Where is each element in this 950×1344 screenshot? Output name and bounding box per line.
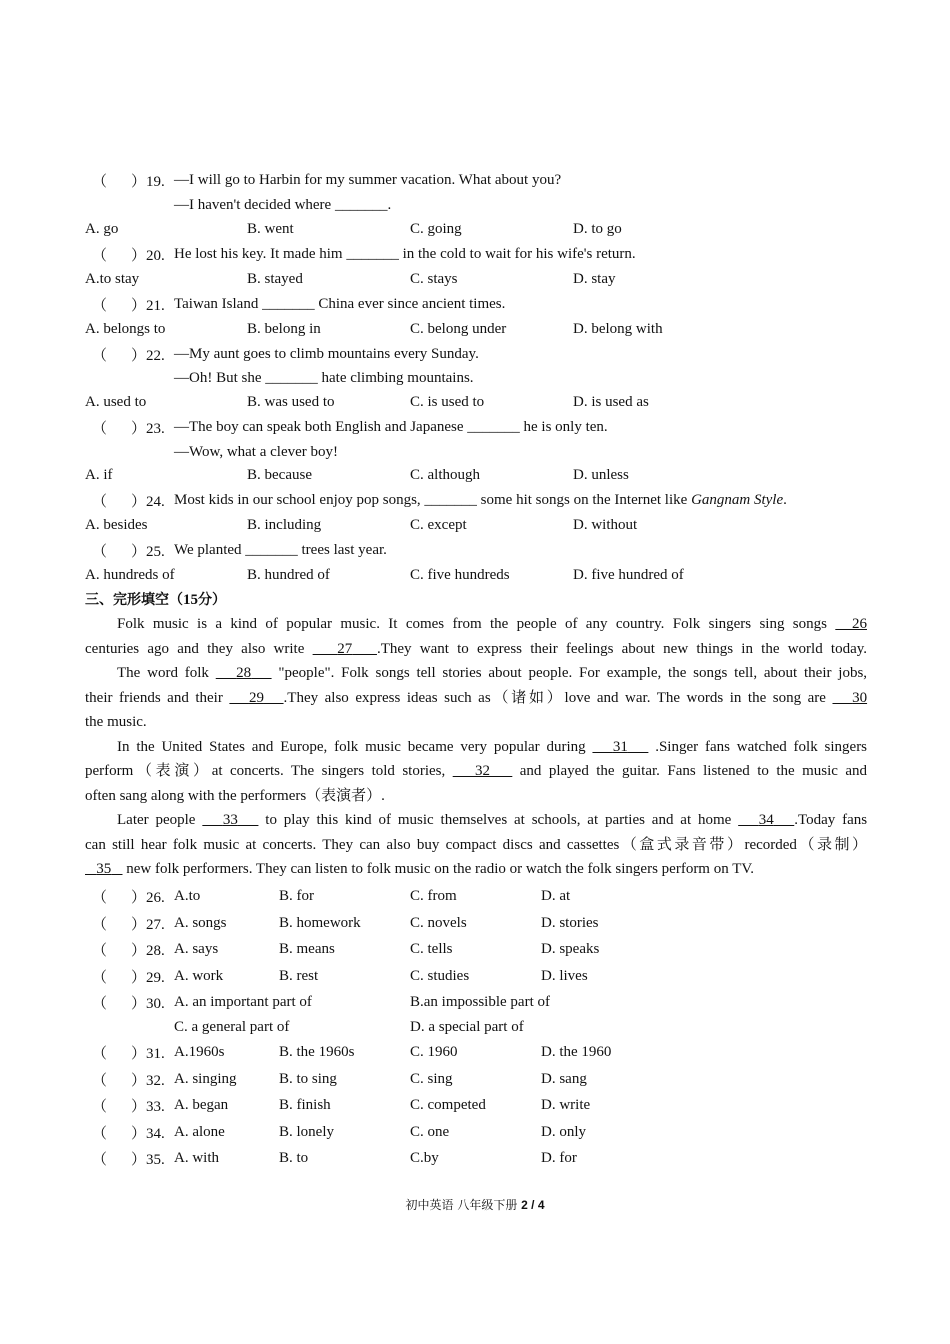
cloze-26-option-b: B. for <box>279 888 314 904</box>
q19-option-a: A. go <box>85 221 119 237</box>
q21-option-a: A. belongs to <box>85 321 166 337</box>
cloze-33-option-b: B. finish <box>279 1097 331 1113</box>
blank-30: 30 <box>852 689 868 706</box>
cloze-34-number: ）34. <box>131 1126 165 1142</box>
question-24-text: Most kids in our school enjoy pop songs, _______ some hit songs on the Internet like Gangnam Style. <box>174 492 787 508</box>
cloze-32-number: ）32. <box>131 1073 165 1089</box>
question-21-text: Taiwan Island _______ China ever since ancient times. <box>174 296 506 312</box>
blank-31: 31 <box>612 738 628 755</box>
cloze-26-number: ）26. <box>131 890 165 906</box>
answer-paren: （ <box>92 421 108 437</box>
cloze-27-option-a: A. songs <box>174 915 227 931</box>
q24-option-a: A. besides <box>85 517 148 533</box>
cloze-31-number: ）31. <box>131 1046 165 1062</box>
answer-paren: （ <box>92 1152 108 1168</box>
question-19-number: ）19. <box>131 174 165 190</box>
cloze-28-option-d: D. speaks <box>541 941 600 957</box>
cloze-29-option-d: D. lives <box>541 968 588 984</box>
question-25-number: ）25. <box>131 544 165 560</box>
answer-paren: （ <box>92 970 108 986</box>
passage-line: often sang along with the performers（表演者）. <box>85 787 385 804</box>
blank-27: 27 <box>337 640 353 657</box>
cloze-33-option-c: C. competed <box>410 1097 486 1113</box>
q22-option-b: B. was used to <box>247 394 335 410</box>
cloze-33-number: ）33. <box>131 1099 165 1115</box>
cloze-30-option-c: C. a general part of <box>174 1019 290 1035</box>
cloze-28-option-b: B. means <box>279 941 335 957</box>
passage-line: the music. <box>85 714 147 730</box>
q25-option-c: C. five hundreds <box>410 567 510 583</box>
cloze-29-number: ）29. <box>131 970 165 986</box>
q22-option-d: D. is used as <box>573 394 649 410</box>
answer-paren: （ <box>92 494 108 510</box>
question-20-text: He lost his key. It made him _______ in the cold to wait for his wife's return. <box>174 246 636 262</box>
passage-line: their friends and their 29 .They also express ideas such as（诸如）love and war. The words in the song are 30 <box>85 689 868 706</box>
question-22-line2: —Oh! But she _______ hate climbing mountains. <box>174 370 474 386</box>
q25-option-d: D. five hundred of <box>573 567 684 583</box>
q23-option-c: C. although <box>410 467 480 483</box>
q19-option-d: D. to go <box>573 221 622 237</box>
blank-32: 32 <box>475 763 490 779</box>
question-22-line1: —My aunt goes to climb mountains every Sunday. <box>174 346 479 362</box>
q20-option-b: B. stayed <box>247 271 303 287</box>
cloze-28-option-a: A. says <box>174 941 219 957</box>
q25-option-b: B. hundred of <box>247 567 330 583</box>
q20-option-a: A.to stay <box>85 271 140 287</box>
cloze-31-option-d: D. the 1960 <box>541 1044 612 1060</box>
blank-29: 29 <box>248 689 264 706</box>
cloze-31-option-b: B. the 1960s <box>279 1044 355 1060</box>
question-23-line2: —Wow, what a clever boy! <box>174 444 339 460</box>
q24-option-d: D. without <box>573 517 638 533</box>
q21-option-c: C. belong under <box>410 321 507 337</box>
blank-33: 33 <box>222 812 238 828</box>
cloze-32-option-a: A. singing <box>174 1071 237 1087</box>
cloze-35-option-a: A. with <box>174 1150 219 1166</box>
passage-line: Later people 33 to play this kind of music themselves at schools, at parties and at home 34 .Today fans <box>117 812 868 828</box>
answer-paren: （ <box>92 348 108 364</box>
answer-paren: （ <box>92 1073 108 1089</box>
cloze-29-option-a: A. work <box>174 968 224 984</box>
question-23-line1: —The boy can speak both English and Japanese _______ he is only ten. <box>174 419 608 435</box>
q21-option-b: B. belong in <box>247 321 321 337</box>
answer-paren: （ <box>92 248 108 264</box>
section-3-heading: 三、完形填空（15分） <box>85 592 226 608</box>
passage-line: perform（表演）at concerts. The singers told stories, 32 and played the guitar. Fans listened to the music and <box>85 763 868 779</box>
cloze-33-option-d: D. write <box>541 1097 591 1113</box>
q25-option-a: A. hundreds of <box>85 567 175 583</box>
cloze-30-option-a: A. an important part of <box>174 994 312 1010</box>
cloze-30-option-b: B.an impossible part of <box>410 994 550 1010</box>
cloze-34-option-d: D. only <box>541 1124 586 1140</box>
cloze-32-option-d: D. sang <box>541 1071 587 1087</box>
question-19-line1: —I will go to Harbin for my summer vacation. What about you? <box>174 172 562 188</box>
answer-paren: （ <box>92 1099 108 1115</box>
question-24-number: ）24. <box>131 494 165 510</box>
q23-option-a: A. if <box>85 467 113 483</box>
question-25-text: We planted _______ trees last year. <box>174 542 387 558</box>
cloze-35-option-b: B. to <box>279 1150 309 1166</box>
cloze-32-option-b: B. to sing <box>279 1071 337 1087</box>
cloze-35-number: ）35. <box>131 1152 165 1168</box>
answer-paren: （ <box>92 1126 108 1142</box>
q24-option-b: B. including <box>247 517 322 533</box>
answer-paren: （ <box>92 943 108 959</box>
blank-35: 35 <box>96 861 112 877</box>
answer-paren: （ <box>92 298 108 314</box>
q21-option-d: D. belong with <box>573 321 663 337</box>
blank-28: 28 <box>236 665 252 681</box>
cloze-27-option-c: C. novels <box>410 915 467 931</box>
song-title: Gangnam Style <box>691 492 784 508</box>
cloze-31-option-c: C. 1960 <box>410 1044 458 1060</box>
q19-option-b: B. went <box>247 221 294 237</box>
cloze-34-option-c: C. one <box>410 1124 450 1140</box>
passage-line: The word folk 28 "people". Folk songs tell stories about people. For example, the songs tell, about their jobs, <box>117 665 868 681</box>
blank-34: 34 <box>758 812 774 828</box>
answer-paren: （ <box>92 1046 108 1062</box>
cloze-27-option-d: D. stories <box>541 915 599 931</box>
answer-paren: （ <box>92 917 108 933</box>
question-20-number: ）20. <box>131 248 165 264</box>
q23-option-d: D. unless <box>573 467 629 483</box>
passage-line: can still hear folk music at concerts. They can also buy compact discs and cassettes（盒式录音带）recorded（录制） <box>85 836 867 853</box>
question-21-number: ）21. <box>131 298 165 314</box>
passage-line: centuries ago and they also write 27 .They want to express their feelings about new things in the world today. <box>85 640 868 657</box>
answer-paren: （ <box>92 174 108 190</box>
cloze-28-number: ）28. <box>131 943 165 959</box>
page-footer: 初中英语 八年级下册 2 / 4 <box>405 1198 545 1212</box>
cloze-34-option-a: A. alone <box>174 1124 225 1140</box>
cloze-26-option-d: D. at <box>541 888 571 904</box>
cloze-35-option-d: D. for <box>541 1150 577 1166</box>
cloze-29-option-b: B. rest <box>279 968 319 984</box>
q20-option-c: C. stays <box>410 271 458 287</box>
q19-option-c: C. going <box>410 221 462 237</box>
passage-line: Folk music is a kind of popular music. It comes from the people of any country. Folk singers sing songs 26 <box>117 616 867 632</box>
cloze-29-option-c: C. studies <box>410 968 470 984</box>
blank-26: 26 <box>852 616 867 632</box>
cloze-passage <box>85 612 867 882</box>
passage-line: 35 new folk performers. They can listen to folk music on the radio or watch the folk singers perform on TV. <box>85 857 867 882</box>
page-number: 2 / 4 <box>521 1198 545 1212</box>
question-23-number: ）23. <box>131 421 165 437</box>
cloze-27-number: ）27. <box>131 917 165 933</box>
cloze-35-option-c: C.by <box>410 1150 439 1166</box>
cloze-31-option-a: A.1960s <box>174 1044 225 1060</box>
cloze-27-option-b: B. homework <box>279 915 361 931</box>
question-22-number: ）22. <box>131 348 165 364</box>
question-19-line2: —I haven't decided where _______. <box>174 197 392 213</box>
cloze-30-number: ）30. <box>131 996 165 1012</box>
passage-line: In the United States and Europe, folk music became very popular during 31 .Singer fans watched folk singers <box>117 738 868 755</box>
cloze-26-option-a: A.to <box>174 888 201 904</box>
cloze-28-option-c: C. tells <box>410 941 453 957</box>
q24-option-c: C. except <box>410 517 467 533</box>
cloze-26-option-c: C. from <box>410 888 457 904</box>
answer-paren: （ <box>92 996 108 1012</box>
q22-option-c: C. is used to <box>410 394 485 410</box>
cloze-34-option-b: B. lonely <box>279 1124 334 1140</box>
q22-option-a: A. used to <box>85 394 147 410</box>
q23-option-b: B. because <box>247 467 312 483</box>
answer-paren: （ <box>92 890 108 906</box>
cloze-32-option-c: C. sing <box>410 1071 453 1087</box>
cloze-33-option-a: A. began <box>174 1097 229 1113</box>
answer-paren: （ <box>92 544 108 560</box>
q20-option-d: D. stay <box>573 271 616 287</box>
cloze-30-option-d: D. a special part of <box>410 1019 524 1035</box>
